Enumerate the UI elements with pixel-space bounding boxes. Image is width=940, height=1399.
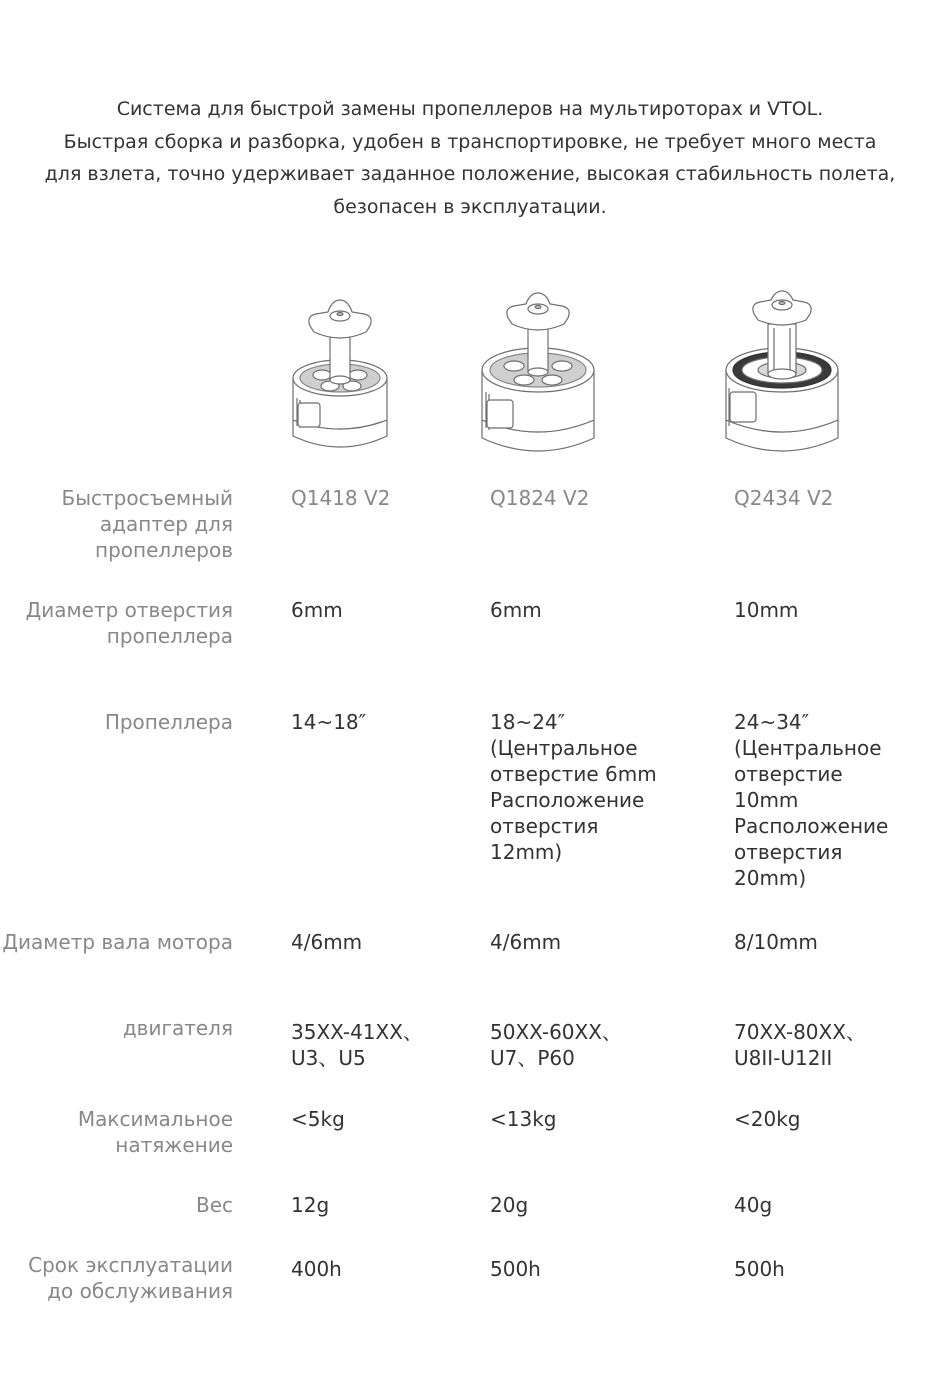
- row-label-adapter: Быстросъемный адаптер для пропеллеров: [61, 486, 233, 562]
- model-q1824: Q1824 V2: [490, 486, 590, 510]
- intro-line: Быстрая сборка и разборка, удобен в транспортировке, не требует много места: [63, 130, 877, 153]
- intro-line: безопасен в эксплуатации.: [333, 195, 607, 218]
- motors-q1418: 35XX-41XX、U3、U5: [291, 1020, 423, 1070]
- motor-shaft-q1824: 4/6mm: [490, 930, 562, 954]
- motors-q2434: 70XX-80XX、U8II-U12II: [734, 1020, 866, 1070]
- row-label-service-life: Срок эксплуатации до обслуживания: [28, 1253, 233, 1303]
- hole-diameter-q1418: 6mm: [291, 598, 343, 622]
- row-label-motor-shaft: Диаметр вала мотора: [2, 930, 233, 954]
- max-thrust-q2434: <20kg: [734, 1107, 801, 1131]
- row-label-max-thrust: Максимальное натяжение: [77, 1107, 233, 1157]
- propellers-q2434: 24~34″ (Центральное отверстие 10mm Расположение отверстия 20mm): [734, 710, 889, 890]
- row-label-motors: двигателя: [122, 1016, 233, 1040]
- row-label-hole-diameter: Диаметр отверстия пропеллера: [25, 598, 233, 648]
- row-label-weight: Вес: [195, 1193, 233, 1217]
- motors-q1824: 50XX-60XX、U7、P60: [490, 1020, 622, 1070]
- intro-text: [20, 93, 920, 223]
- hole-diameter-q2434: 10mm: [734, 598, 799, 622]
- propellers-q1418: 14~18″: [291, 710, 367, 734]
- motor-shaft-q1418: 4/6mm: [291, 930, 363, 954]
- q1824-adapter-image: [478, 288, 598, 458]
- motor-shaft-q2434: 8/10mm: [734, 930, 818, 954]
- q1418-adapter-image: [280, 288, 400, 458]
- intro-line: для взлета, точно удерживает заданное положение, высокая стабильность полета,: [44, 163, 896, 185]
- model-q1418: Q1418 V2: [291, 486, 391, 510]
- row-label-propellers: Пропеллера: [104, 710, 233, 734]
- service-life-q2434: 500h: [734, 1257, 785, 1281]
- weight-q2434: 40g: [734, 1193, 773, 1217]
- model-q2434: Q2434 V2: [734, 486, 834, 510]
- propellers-q1824: 18~24″ (Центральное отверстие 6mm Расположение отверстия 12mm): [490, 710, 657, 864]
- service-life-q1418: 400h: [291, 1257, 342, 1281]
- max-thrust-q1418: <5kg: [291, 1107, 345, 1131]
- weight-q1824: 20g: [490, 1193, 529, 1217]
- weight-q1418: 12g: [291, 1193, 330, 1217]
- service-life-q1824: 500h: [490, 1257, 541, 1281]
- intro-line: Система для быстрой замены пропеллеров на мультироторах и VTOL.: [116, 98, 824, 120]
- q2434-adapter-image: [722, 288, 842, 458]
- max-thrust-q1824: <13kg: [490, 1107, 557, 1131]
- hole-diameter-q1824: 6mm: [490, 598, 542, 622]
